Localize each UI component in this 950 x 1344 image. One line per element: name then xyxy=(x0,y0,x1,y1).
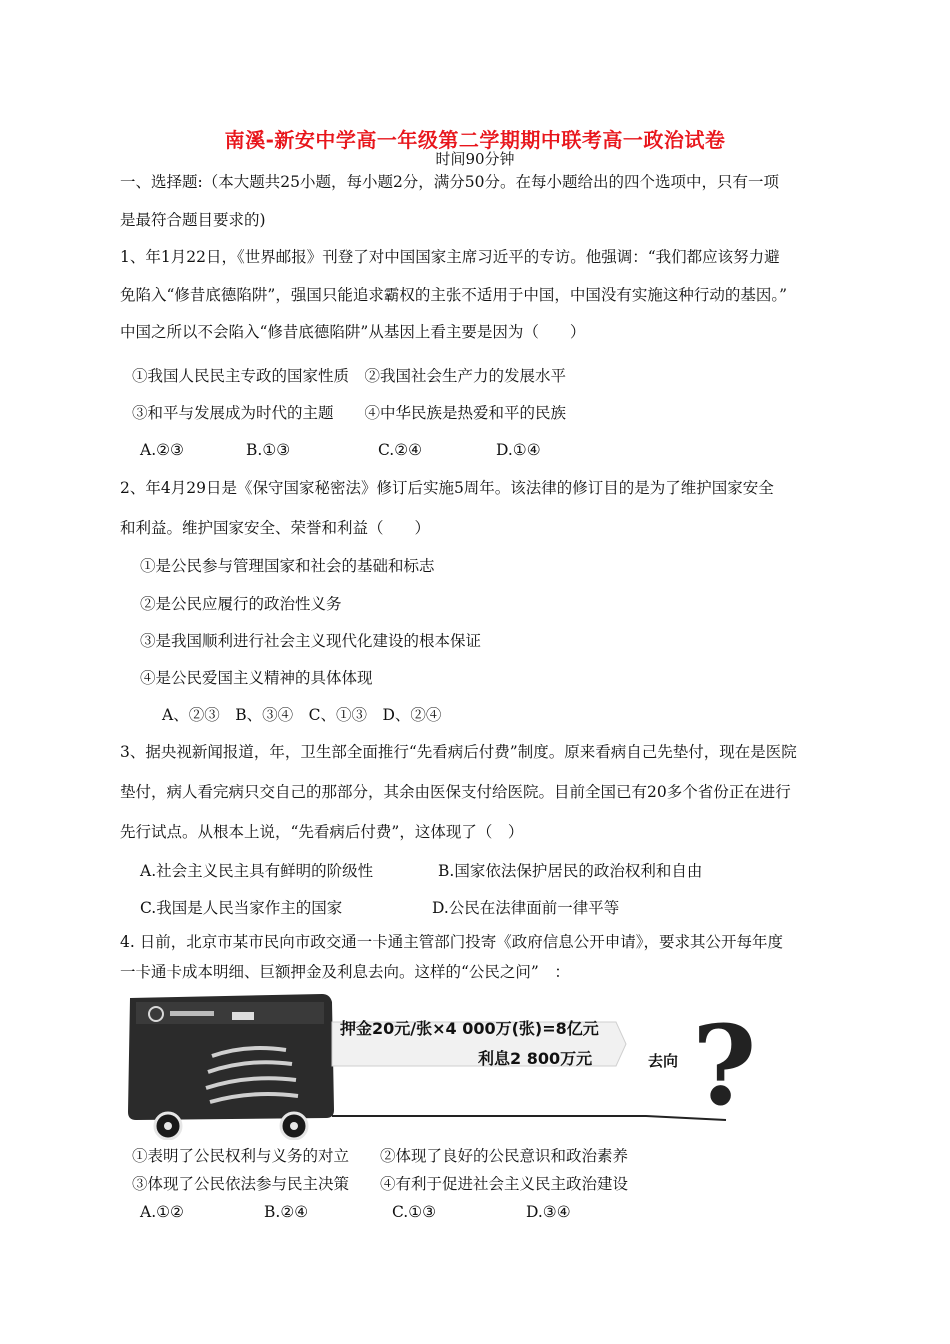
q1-option-c: C.②④ xyxy=(378,441,423,459)
q4-stem-line1: 4. 日前，北京市某市民向市政交通一卡通主管部门投寄《政府信息公开申请》，要求其公开每年度 xyxy=(120,933,783,951)
q4-option-b: B.②④ xyxy=(264,1203,309,1221)
q1-statement-3-4: ③和平与发展成为时代的主题 ④中华民族是热爱和平的民族 xyxy=(132,404,567,422)
q1-statement-1-2: ①我国人民民主专政的国家性质 ②我国社会生产力的发展水平 xyxy=(132,367,567,385)
q3-stem-line3: 先行试点。从根本上说，“先看病后付费”，这体现了（ ） xyxy=(120,823,524,841)
q3-option-c: C.我国是人民当家作主的国家 xyxy=(140,899,343,917)
exam-title: 南溪-新安中学高一年级第二学期期中联考高一政治试卷 xyxy=(224,128,726,152)
card-label-mark xyxy=(170,1011,214,1016)
q4-option-a: A.①② xyxy=(140,1203,184,1221)
q3-option-d: D.公民在法律面前一律平等 xyxy=(432,899,620,917)
q1-option-a: A.②③ xyxy=(140,441,184,459)
figure-deposit-text: 押金20元/张×4 000万(张)=8亿元 xyxy=(340,1019,599,1038)
q3-options-row1 xyxy=(140,861,702,881)
bus-window-strip xyxy=(136,1002,324,1024)
section-intro-line2: 是最符合题目要求的) xyxy=(120,211,266,229)
q2-statement-3: ③是我国顺利进行社会主义现代化建设的根本保证 xyxy=(140,632,482,650)
q3-options-row2 xyxy=(140,898,619,918)
section-intro-line1: 一、选择题:（本大题共25小题，每小题2分，满分50分。在每小题给出的四个选项中，只有一项 xyxy=(120,173,780,191)
q1-options xyxy=(140,440,541,460)
q1-option-d: D.①④ xyxy=(496,441,541,459)
figure-question-mark-icon: ? xyxy=(692,1001,757,1130)
q4-statement-1-2: ①表明了公民权利与义务的对立 ②体现了良好的公民意识和政治素养 xyxy=(132,1147,629,1165)
q2-stem-line2: 和利益。维护国家安全、荣誉和利益（ ） xyxy=(120,519,431,537)
card-chip-mark xyxy=(232,1012,254,1020)
q4-option-d: D.③④ xyxy=(526,1203,571,1221)
q3-option-b: B.国家依法保护居民的政治权利和自由 xyxy=(438,862,703,880)
q4-statement-3-4: ③体现了公民依法参与民主决策 ④有利于促进社会主义民主政治建设 xyxy=(132,1175,629,1193)
figure-whereabouts-text: 去向 xyxy=(648,1052,679,1070)
q2-statement-1: ①是公民参与管理国家和社会的基础和标志 xyxy=(140,557,435,575)
q1-stem-line1: 1、年1月22日，《世界邮报》刊登了对中国国家主席习近平的专访。他强调：“我们都应该努力避 xyxy=(120,248,780,266)
figure-interest-text: 利息2 800万元 xyxy=(478,1049,593,1068)
q3-stem-line1: 3、据央视新闻报道，年，卫生部全面推行“先看病后付费”制度。原来看病自己先垫付，现在是医院 xyxy=(120,743,797,761)
q4-stem-line2: 一卡通卡成本明细、巨额押金及利息去向。这样的“公民之问” ： xyxy=(120,963,570,981)
exam-time: 时间90分钟 xyxy=(435,150,515,168)
q4-option-c: C.①③ xyxy=(392,1203,437,1221)
q1-stem-line3: 中国之所以不会陷入“修昔底德陷阱”从基因上看主要是因为（ ） xyxy=(120,323,586,341)
bus-wheel-hub-rear xyxy=(290,1122,298,1130)
q4-options xyxy=(140,1202,571,1222)
q1-stem-line2: 免陷入“修昔底德陷阱”，强国只能追求霸权的主张不适用于中国，中国没有实施这种行动的基因。” xyxy=(120,286,788,304)
q4-figure-bus-card xyxy=(126,992,826,1140)
q2-statement-4: ④是公民爱国主义精神的具体体现 xyxy=(140,669,373,687)
q2-options: A、②③ B、③④ C、①③ D、②④ xyxy=(162,706,442,724)
bus-wheel-hub-front xyxy=(164,1122,172,1130)
q2-stem-line1: 2、年4月29日是《保守国家秘密法》修订后实施5周年。该法律的修订目的是为了维护国家安全 xyxy=(120,479,774,497)
trail-line xyxy=(332,1116,726,1120)
q1-option-b: B.①③ xyxy=(246,441,291,459)
q3-stem-line2: 垫付，病人看完病只交自己的那部分，其余由医保支付给医院。目前全国已有20多个省份正在进行 xyxy=(120,783,791,801)
q2-statement-2: ②是公民应履行的政治性义务 xyxy=(140,595,342,613)
q3-option-a: A.社会主义民主具有鲜明的阶级性 xyxy=(140,862,374,880)
